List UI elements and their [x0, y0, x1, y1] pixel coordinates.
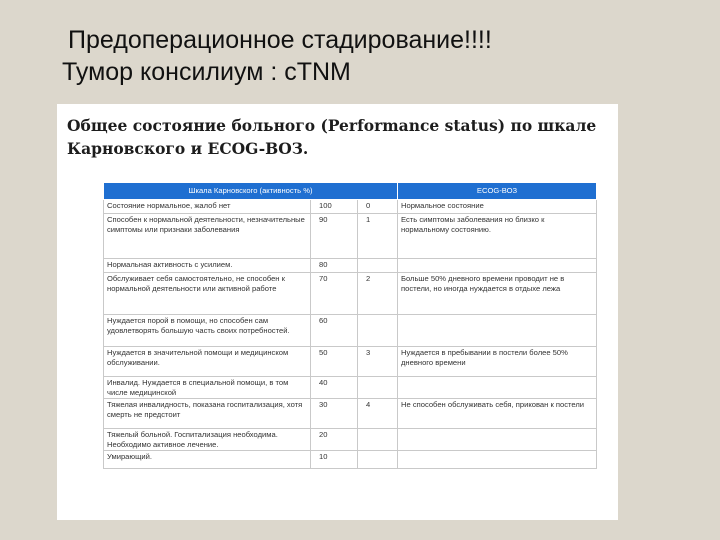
performance-status-table: [103, 182, 597, 469]
karnofsky-description-cell: Способен к нормальной деятельности, незначительные симптомы или признаки заболевания: [104, 214, 311, 259]
karnofsky-description-cell: Обслуживает себя самостоятельно, не способен к нормальной деятельности или активной работе: [104, 273, 311, 315]
karnofsky-description-cell: Умирающий.: [104, 451, 311, 469]
table-header-row: [104, 183, 597, 200]
table-row: [104, 429, 597, 451]
karnofsky-score-cell: 50: [311, 347, 358, 377]
karnofsky-description-cell: Тяжелый больной. Госпитализация необходима. Необходимо активное лечение.: [104, 429, 311, 451]
ecog-grade-cell: [358, 451, 398, 469]
slide-title-line-2: Тумор консилиум : сTNM: [62, 58, 351, 86]
ecog-grade-cell: [358, 259, 398, 273]
karnofsky-score-cell: 70: [311, 273, 358, 315]
karnofsky-score-cell: 60: [311, 315, 358, 347]
header-karnofsky: Шкала Карновского (активность %): [104, 183, 398, 200]
document-heading: Общее состояние больного (Performance status) по шкале Карновского и ECOG-ВОЗ.: [67, 116, 597, 158]
karnofsky-description-cell: Состояние нормальное, жалоб нет: [104, 200, 311, 214]
ecog-description-cell: Нормальное состояние: [398, 200, 597, 214]
table-row: [104, 200, 597, 214]
table-row: [104, 214, 597, 259]
ecog-description-cell: [398, 451, 597, 469]
karnofsky-score-cell: 100: [311, 200, 358, 214]
table-row: [104, 273, 597, 315]
ecog-description-cell: Больше 50% дневного времени проводит не в постели, но иногда нуждается в отдыхе лежа: [398, 273, 597, 315]
ecog-grade-cell: 2: [358, 273, 398, 315]
ecog-grade-cell: [358, 315, 398, 347]
karnofsky-description-cell: Нуждается порой в помощи, но способен сам удовлетворять большую часть своих потребностей.: [104, 315, 311, 347]
ecog-description-cell: [398, 377, 597, 399]
karnofsky-score-cell: 20: [311, 429, 358, 451]
table-row: [104, 347, 597, 377]
table-row: [104, 451, 597, 469]
embedded-document-image: [57, 104, 618, 520]
table-row: [104, 315, 597, 347]
ecog-grade-cell: 3: [358, 347, 398, 377]
header-ecog: ECOG-ВОЗ: [398, 183, 597, 200]
slide-title: [62, 24, 492, 88]
ecog-grade-cell: 0: [358, 200, 398, 214]
karnofsky-score-cell: 90: [311, 214, 358, 259]
karnofsky-description-cell: Инвалид. Нуждается в специальной помощи, в том числе медицинской: [104, 377, 311, 399]
table-row: [104, 377, 597, 399]
karnofsky-description-cell: Нормальная активность с усилием.: [104, 259, 311, 273]
slide-title-line-1: Предоперационное стадирование!!!!: [68, 26, 492, 54]
ecog-grade-cell: [358, 377, 398, 399]
karnofsky-description-cell: Нуждается в значительной помощи и медицинском обслуживании.: [104, 347, 311, 377]
ecog-grade-cell: 1: [358, 214, 398, 259]
ecog-description-cell: [398, 429, 597, 451]
karnofsky-score-cell: 80: [311, 259, 358, 273]
karnofsky-score-cell: 10: [311, 451, 358, 469]
ecog-description-cell: [398, 259, 597, 273]
ecog-description-cell: Есть симптомы заболевания но близко к нормальному состоянию.: [398, 214, 597, 259]
karnofsky-score-cell: 40: [311, 377, 358, 399]
karnofsky-description-cell: Тяжелая инвалидность, показана госпитализация, хотя смерть не предстоит: [104, 399, 311, 429]
table-body: [104, 200, 597, 469]
ecog-description-cell: Не способен обслуживать себя, прикован к постели: [398, 399, 597, 429]
ecog-description-cell: Нуждается в пребывании в постели более 50% дневного времени: [398, 347, 597, 377]
karnofsky-score-cell: 30: [311, 399, 358, 429]
ecog-grade-cell: 4: [358, 399, 398, 429]
ecog-description-cell: [398, 315, 597, 347]
ecog-grade-cell: [358, 429, 398, 451]
table-row: [104, 259, 597, 273]
table-row: [104, 399, 597, 429]
